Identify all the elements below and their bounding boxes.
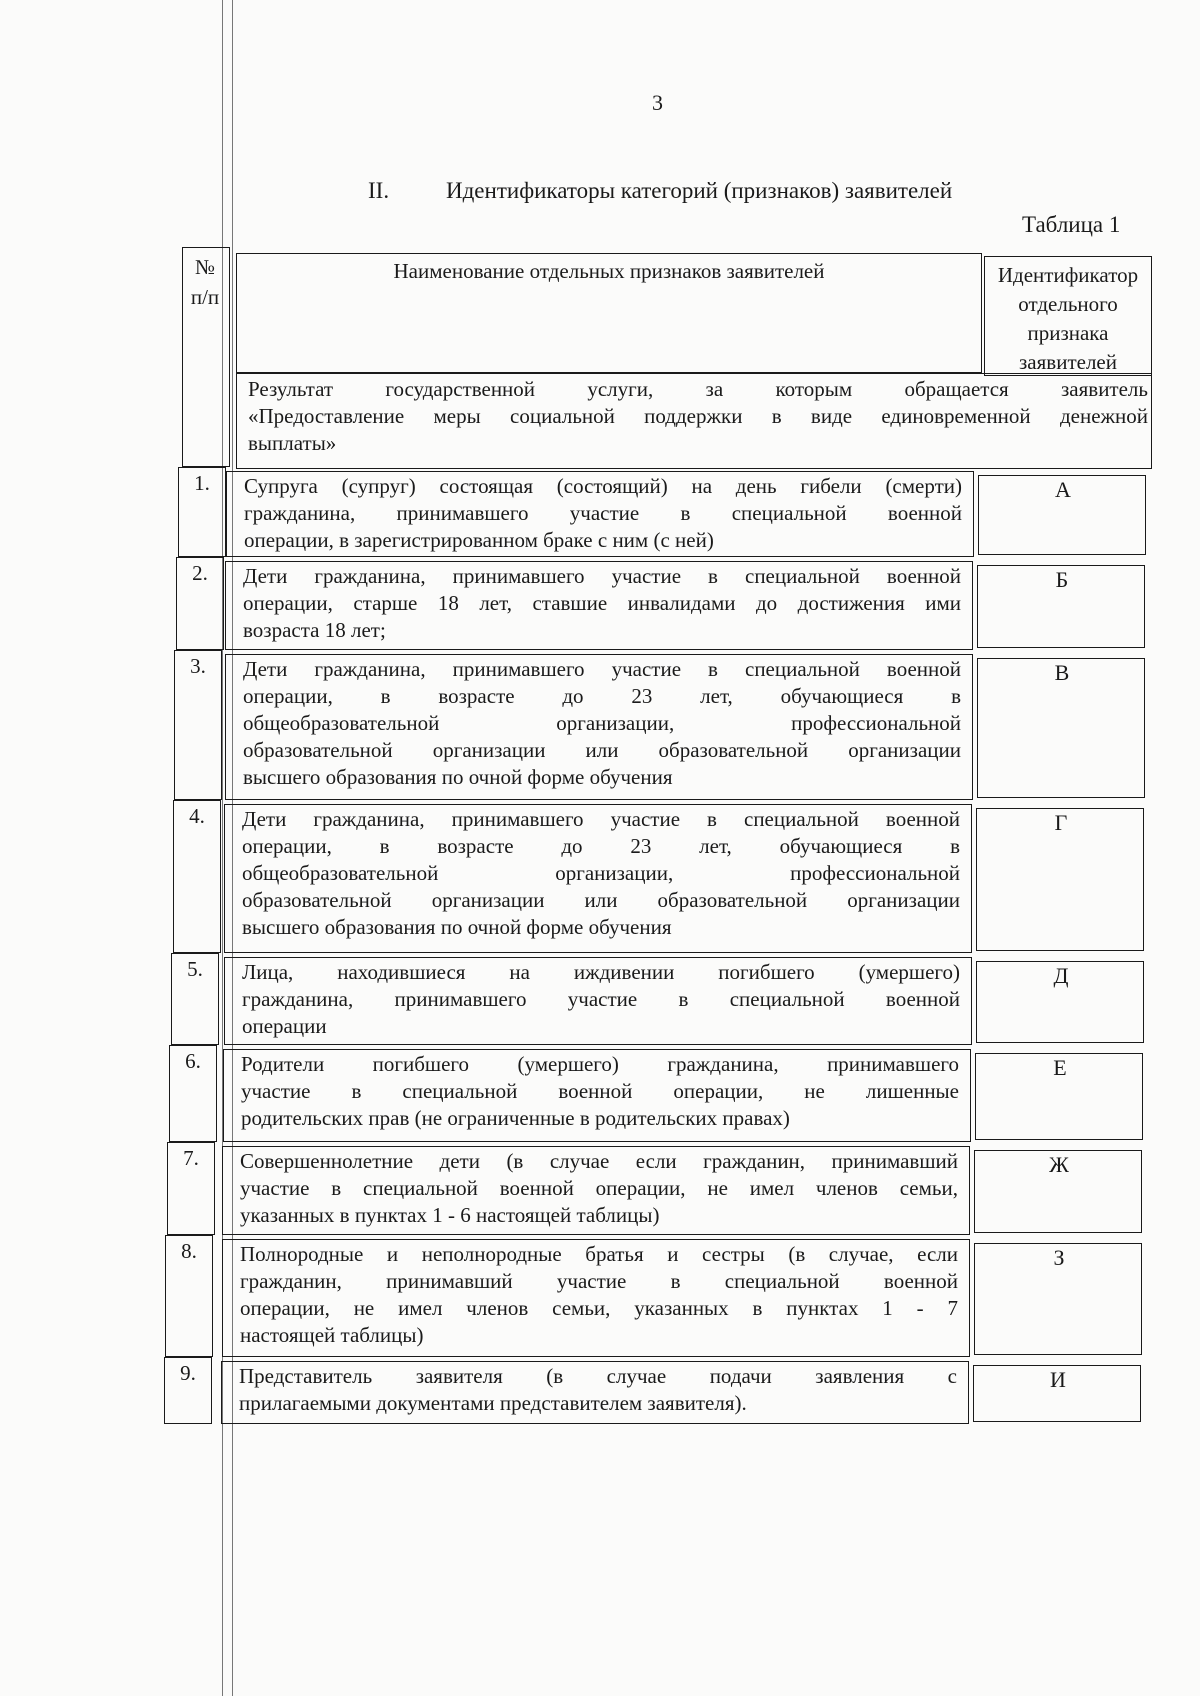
row-text-line: Лица, находившиеся на иждивении погибшего (умершего) xyxy=(242,960,960,984)
row-number: 6. xyxy=(185,1049,201,1073)
row-identifier: Г xyxy=(1054,810,1068,835)
header-identifier-label: отдельного xyxy=(1018,292,1118,316)
header-name-label: Наименование отдельных признаков заявителей xyxy=(393,259,825,283)
row-text-line: операции, в зарегистрированном браке с ним (с ней) xyxy=(244,528,714,552)
row-number: 4. xyxy=(189,804,205,828)
row-text-line: операции, не имел членов семьи, указанных в пунктах 1 - 7 xyxy=(240,1296,958,1320)
row-text-line: Дети гражданина, принимавшего участие в специальной военной xyxy=(242,807,960,831)
row-text-line: операции, старше 18 лет, ставшие инвалидами до достижения ими xyxy=(243,591,961,615)
row-text-line: участие в специальной военной операции, не имел членов семьи, xyxy=(240,1176,958,1200)
row-text-line: настоящей таблицы) xyxy=(240,1323,424,1347)
header-num-cell xyxy=(182,247,230,467)
row-number: 3. xyxy=(190,654,206,678)
header-identifier-label: заявителей xyxy=(1019,350,1117,374)
row-text-line: общеобразовательной организации, профессиональной xyxy=(243,711,961,735)
row-text-line: высшего образования по очной форме обучения xyxy=(243,765,673,789)
row-text-line: участие в специальной военной операции, не лишенные xyxy=(241,1079,959,1103)
row-number: 9. xyxy=(180,1361,196,1385)
row-text-line: Родители погибшего (умершего) гражданина, принимавшего xyxy=(241,1052,959,1076)
page-number: 3 xyxy=(652,90,663,115)
row-text-line: операции, в возрасте до 23 лет, обучающиеся в xyxy=(242,834,960,858)
row-text-line: Совершеннолетние дети (в случае если гражданин, принимавший xyxy=(240,1149,958,1173)
header-num-label: п/п xyxy=(190,285,220,309)
row-number: 1. xyxy=(194,471,210,495)
table-label: Таблица 1 xyxy=(1022,212,1121,237)
row-identifier: Ж xyxy=(1049,1152,1069,1177)
result-line: «Предоставление меры социальной поддержки в виде единовременной денежной xyxy=(248,404,1148,428)
row-number: 5. xyxy=(187,957,203,981)
row-text-line: операции xyxy=(242,1014,327,1038)
row-identifier: И xyxy=(1050,1367,1066,1392)
row-text-line: возраста 18 лет; xyxy=(243,618,386,642)
row-text-line: указанных в пунктах 1 - 6 настоящей таблицы) xyxy=(240,1203,660,1227)
row-text-line: гражданина, принимавшего участие в специальной военной xyxy=(242,987,960,1011)
row-text-line: Супруга (супруг) состоящая (состоящий) на день гибели (смерти) xyxy=(244,474,962,498)
row-text-line: Дети гражданина, принимавшего участие в специальной военной xyxy=(243,564,961,588)
header-num-label: № xyxy=(194,255,216,279)
row-identifier: З xyxy=(1053,1245,1065,1270)
section-title-text: Идентификаторы категорий (признаков) заявителей xyxy=(446,178,953,203)
row-text-line: образовательной организации или образовательной организации xyxy=(243,738,961,762)
row-text-line: гражданин, принимавший участие в специальной военной xyxy=(240,1269,958,1293)
row-text-line: Дети гражданина, принимавшего участие в специальной военной xyxy=(243,657,961,681)
row-text-line: операции, в возрасте до 23 лет, обучающиеся в xyxy=(243,684,961,708)
row-text-line: гражданина, принимавшего участие в специальной военной xyxy=(244,501,962,525)
row-text-line: Представитель заявителя (в случае подачи заявления с xyxy=(239,1364,957,1388)
row-identifier: А xyxy=(1055,477,1071,502)
row-text-line: Полнородные и неполнородные братья и сестры (в случае, если xyxy=(240,1242,958,1266)
row-identifier: Б xyxy=(1055,567,1069,592)
row-text-line: родительских прав (не ограниченные в родительских правах) xyxy=(241,1106,790,1130)
row-number: 2. xyxy=(192,561,208,585)
row-number: 7. xyxy=(183,1146,199,1170)
header-identifier-label: Идентификатор xyxy=(997,263,1139,287)
row-text-line: общеобразовательной организации, профессиональной xyxy=(242,861,960,885)
header-identifier-label: признака xyxy=(1027,321,1109,345)
row-text-line: образовательной организации или образовательной организации xyxy=(242,888,960,912)
row-identifier: Д xyxy=(1053,963,1069,988)
row-text-line: прилагаемыми документами представителем заявителя). xyxy=(239,1391,747,1415)
row-identifier: Е xyxy=(1053,1055,1067,1080)
section-title xyxy=(368,178,952,204)
section-numeral: II. xyxy=(368,178,390,203)
row-identifier: В xyxy=(1054,660,1070,685)
result-line: выплаты» xyxy=(248,431,337,455)
row-text-line: высшего образования по очной форме обучения xyxy=(242,915,672,939)
result-line: Результат государственной услуги, за которым обращается заявитель xyxy=(248,377,1148,401)
row-number: 8. xyxy=(181,1239,197,1263)
